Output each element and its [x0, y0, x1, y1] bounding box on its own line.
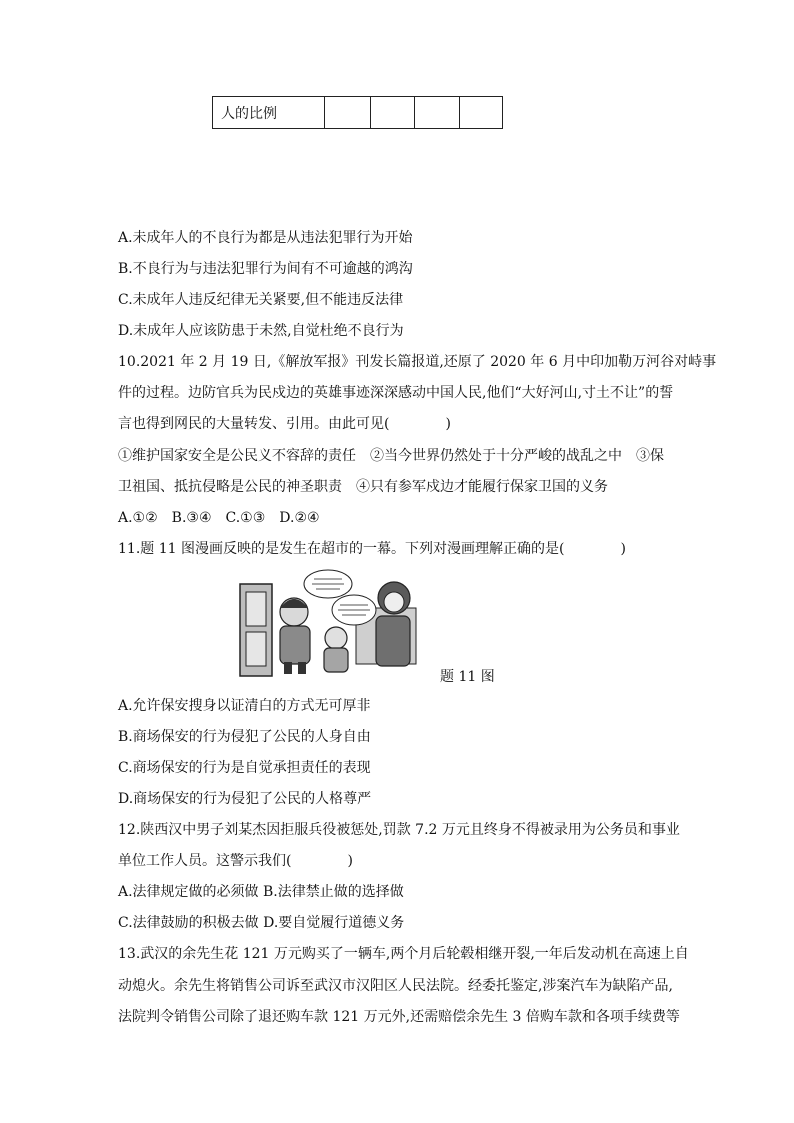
q10-answer-choices: A.①② B.③④ C.①③ D.②④: [118, 510, 320, 526]
table-cell: [460, 97, 503, 129]
q9-option-c: C.未成年人违反纪律无关紧要,但不能违反法律: [118, 292, 404, 308]
q9-option-b: B.不良行为与违法犯罪行为间有不可逾越的鸿沟: [118, 261, 413, 277]
q12-stem-line-1: 12.陕西汉中男子刘某杰因拒服兵役被惩处,罚款 7.2 万元且终身不得被录用为公务员和事业: [118, 822, 680, 838]
figure-caption: 题 11 图: [440, 669, 495, 685]
q13-stem-line-3: 法院判令销售公司除了退还购车款 121 万元外,还需赔偿余先生 3 倍购车款和各项手续费等: [118, 1009, 680, 1025]
q10-stem-line-3: 言也得到网民的大量转发、引用。由此可见( ): [118, 416, 451, 432]
q10-statements-line-2: 卫祖国、抵抗侵略是公民的神圣职责 ④只有参军戍边才能履行保家卫国的义务: [118, 479, 608, 495]
q12-options-line-1: A.法律规定做的必须做 B.法律禁止做的选择做: [118, 884, 404, 900]
table-cell: [415, 97, 460, 129]
table-cell: [371, 97, 415, 129]
q9-option-d: D.未成年人应该防患于未然,自觉杜绝不良行为: [118, 323, 404, 339]
table-row-label: 人的比例: [213, 97, 325, 129]
q12-options-line-2: C.法律鼓励的积极去做 D.要自觉履行道德义务: [118, 915, 405, 931]
q13-stem-line-2: 动熄火。余先生将销售公司诉至武汉市汉阳区人民法院。经委托鉴定,涉案汽车为缺陷产品,: [118, 978, 673, 994]
table-cell: [325, 97, 371, 129]
q11-option-a: A.允许保安搜身以证清白的方式无可厚非: [118, 698, 371, 714]
q11-stem: 11.题 11 图漫画反映的是发生在超市的一幕。下列对漫画理解正确的是( ): [118, 541, 626, 557]
q12-stem-line-2: 单位工作人员。这警示我们( ): [118, 853, 353, 869]
q10-stem-line-1: 10.2021 年 2 月 19 日,《解放军报》刊发长篇报道,还原了 2020 年 6 月中印加勒万河谷对峙事: [118, 354, 717, 370]
q13-stem-line-1: 13.武汉的余先生花 121 万元购买了一辆车,两个月后轮毂相继开裂,一年后发动机在高速上自: [118, 946, 689, 962]
q11-option-d: D.商场保安的行为侵犯了公民的人格尊严: [118, 791, 372, 807]
statistics-table-fragment: [212, 96, 503, 129]
supermarket-cartoon-image: [236, 568, 422, 678]
q10-stem-line-2: 件的过程。边防官兵为民戍边的英雄事迹深深感动中国人民,他们“大好河山,寸土不让”的誓: [118, 385, 674, 401]
q11-option-b: B.商场保安的行为侵犯了公民的人身自由: [118, 729, 371, 745]
q11-option-c: C.商场保安的行为是自觉承担责任的表现: [118, 760, 371, 776]
table-row: [213, 97, 503, 129]
q10-statements-line-1: ①维护国家安全是公民义不容辞的责任 ②当今世界仍然处于十分严峻的战乱之中 ③保: [118, 448, 664, 464]
q9-option-a: A.未成年人的不良行为都是从违法犯罪行为开始: [118, 230, 413, 246]
